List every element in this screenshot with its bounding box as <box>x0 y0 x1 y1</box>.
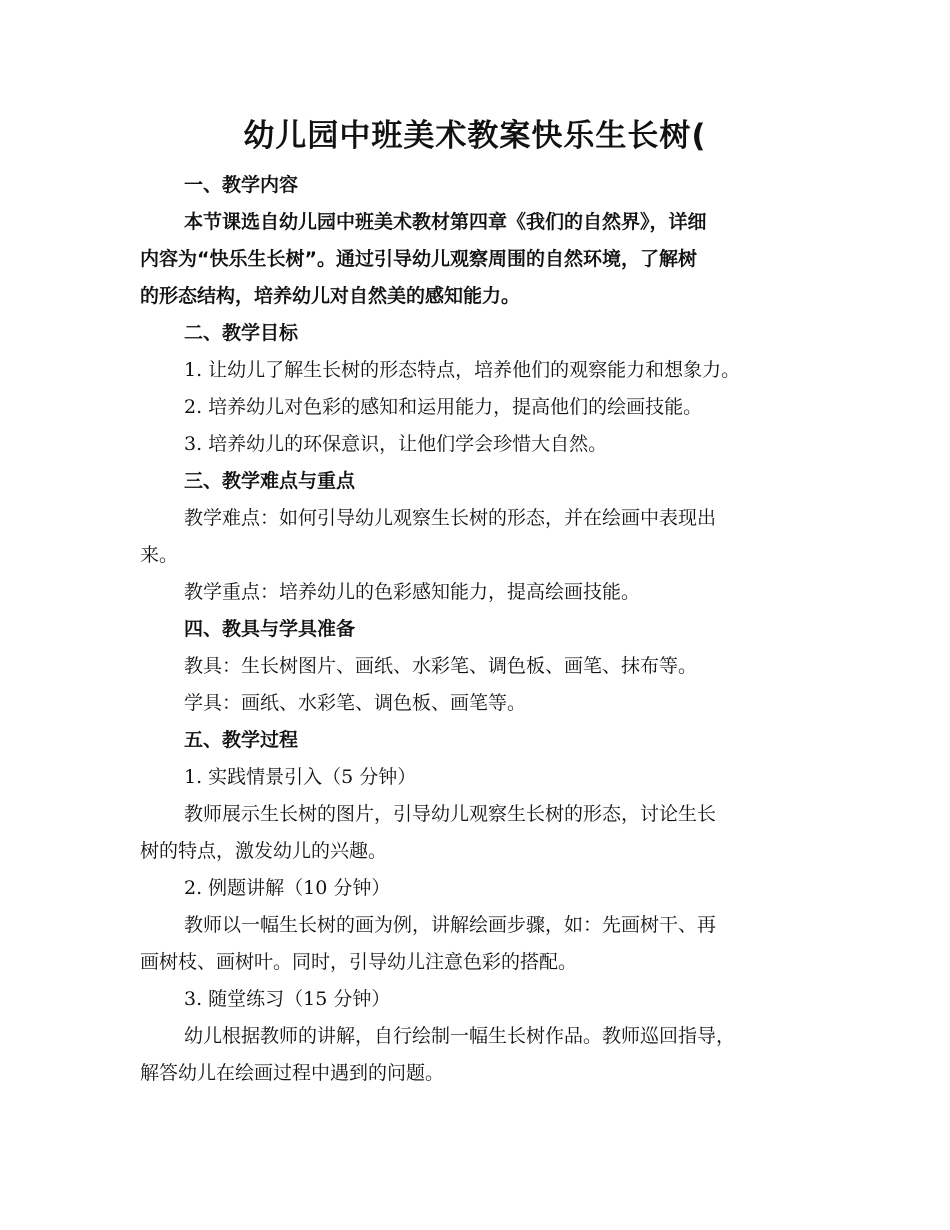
process-step-3: 3. 随堂练习（15 分钟） <box>184 988 391 1010</box>
process-step-text: 教师以一幅生长树的画为例，讲解绘画步骤，如：先画树干、再 <box>184 914 717 936</box>
difficulty-line: 教学难点：如何引导幼儿观察生长树的形态，并在绘画中表现出 <box>184 507 717 529</box>
goal-item: 2. 培养幼儿对色彩的感知和运用能力，提高他们的绘画技能。 <box>184 396 703 418</box>
goal-item: 1. 让幼儿了解生长树的形态特点，培养他们的观察能力和想象力。 <box>184 359 741 381</box>
process-step-text: 幼儿根据教师的讲解，自行绘制一幅生长树作品。教师巡回指导， <box>184 1025 736 1047</box>
section-heading-materials: 四、教具与学具准备 <box>184 618 356 640</box>
section-heading-content: 一、教学内容 <box>184 174 299 196</box>
section-heading-goals: 二、教学目标 <box>184 322 299 344</box>
paragraph-line: 内容为“快乐生长树”。通过引导幼儿观察周围的自然环境，了解树 <box>140 248 697 270</box>
process-step-text: 树的特点，激发幼儿的兴趣。 <box>140 840 388 862</box>
teacher-materials-line: 教具：生长树图片、画纸、水彩笔、调色板、画笔、抹布等。 <box>184 655 698 677</box>
process-step-text: 画树枝、画树叶。同时，引导幼儿注意色彩的搭配。 <box>140 951 578 973</box>
paragraph-line: 的形态结构，培养幼儿对自然美的感知能力。 <box>140 285 521 307</box>
process-step-text: 解答幼儿在绘画过程中遇到的问题。 <box>140 1062 445 1084</box>
key-point-line: 教学重点：培养幼儿的色彩感知能力，提高绘画技能。 <box>184 581 641 603</box>
process-step-text: 教师展示生长树的图片，引导幼儿观察生长树的形态，讨论生长 <box>184 803 717 825</box>
difficulty-line: 来。 <box>140 544 179 566</box>
document-title: 幼儿园中班美术教案快乐生长树( <box>243 118 707 154</box>
paragraph-line: 本节课选自幼儿园中班美术教材第四章《我们的自然界》，详细 <box>184 211 707 233</box>
process-step-1: 1. 实践情景引入（5 分钟） <box>184 766 417 788</box>
section-heading-difficulty: 三、教学难点与重点 <box>184 470 356 492</box>
goal-item: 3. 培养幼儿的环保意识，让他们学会珍惜大自然。 <box>184 433 608 455</box>
section-heading-process: 五、教学过程 <box>184 729 299 751</box>
student-materials-line: 学具：画纸、水彩笔、调色板、画笔等。 <box>184 692 527 714</box>
process-step-2: 2. 例题讲解（10 分钟） <box>184 877 391 899</box>
